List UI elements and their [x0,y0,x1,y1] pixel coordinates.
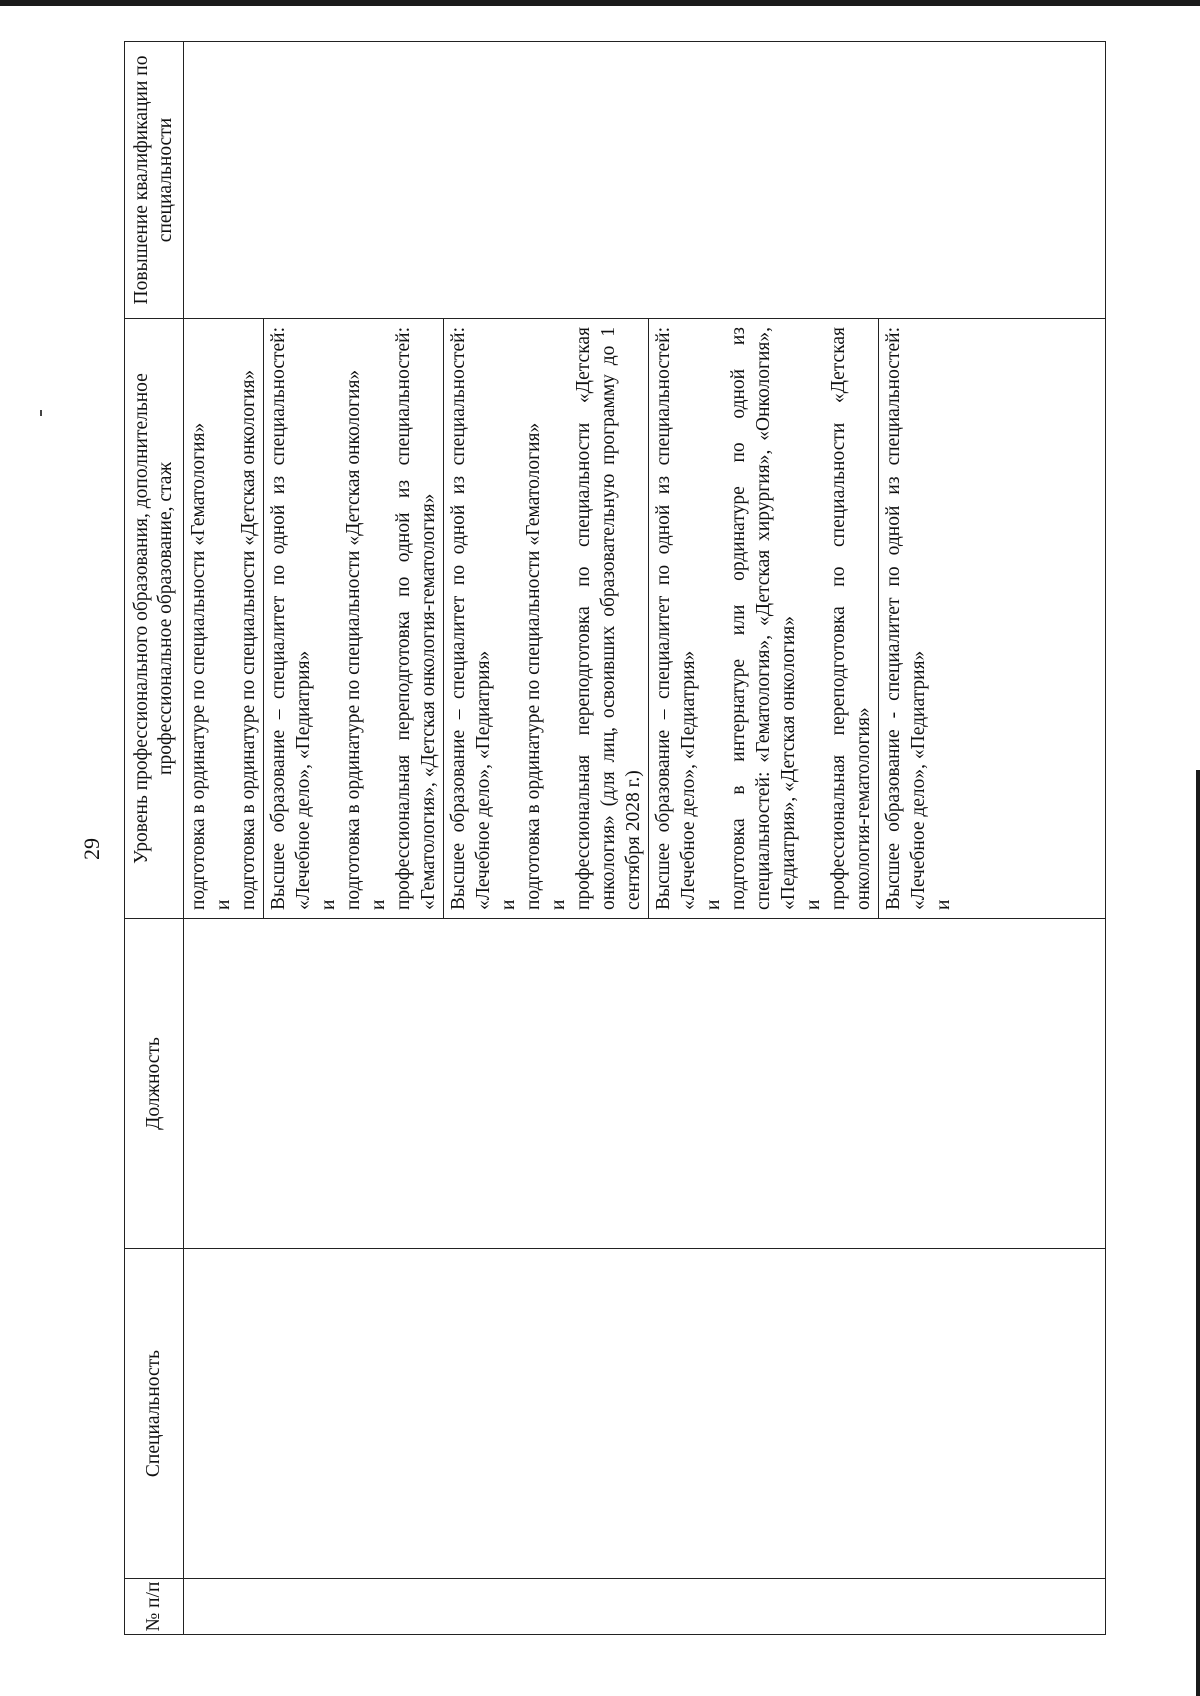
header-qualification [125,42,184,319]
header-level [125,319,184,919]
conjunction-and: и [213,899,234,910]
header-num-label: № п/п [143,1581,164,1632]
requirement-paragraph: подготовка в интернатуре или ординатуре по одной из специальностей: «Гематология», «Детская хирургия», «Онкология», «Педиатрия», «Детская онкология» [728,327,799,910]
scan-artifact [40,410,42,416]
header-level-label: Уровень профессионального образования, дополнительное профессиональное образование, стаж [131,373,176,864]
table-row [184,42,1106,1635]
conjunction-and: и [548,899,569,910]
requirement-block [649,319,879,918]
cell-num [184,1579,1106,1635]
cell-qualification [184,42,1106,319]
scan-edge-right [1196,770,1200,1696]
header-position-label: Должность [143,1037,164,1130]
rotated-page-content [124,42,1106,1635]
header-specialty [125,1249,184,1579]
header-position [125,919,184,1249]
qualification-table [124,41,1106,1635]
requirement-paragraph: подготовка в ординатуре по специальности «Гематология» [523,422,544,910]
conjunction-and: и [368,899,389,910]
requirement-paragraph: профессиональная переподготовка по одной из специальностей: «Гематология», «Детская онкология-гематология» [393,327,439,910]
requirement-block [879,319,958,918]
conjunction-and: и [703,899,724,910]
header-specialty-label: Специальность [143,1349,164,1478]
header-qualification-label: Повышение квалификации по специальности [131,55,176,305]
requirement-block [264,319,444,918]
requirement-paragraph: Высшее образование – специалитет по одной из специальностей: «Лечебное дело», «Педиатрия» [448,327,494,910]
conjunction-and: и [933,899,954,910]
requirement-paragraph: подготовка в ординатуре по специальности «Детская онкология» [343,369,364,910]
requirement-paragraph: профессиональная переподготовка по специальности «Детская онкология-гематология» [828,327,874,910]
conjunction-and: и [318,899,339,910]
requirement-paragraph: подготовка в ординатуре по специальности «Гематология» [188,422,209,910]
cell-specialty [184,1249,1106,1579]
cell-level [184,319,1106,919]
requirement-paragraph: Высшее образование - специалитет по одной из специальностей: «Лечебное дело», «Педиатрия» [883,327,929,910]
requirement-paragraph: Высшее образование – специалитет по одной из специальностей: «Лечебное дело», «Педиатрия» [268,327,314,910]
requirement-paragraph: подготовка в ординатуре по специальности «Детская онкология» [238,369,259,910]
table-header-row [125,42,184,1635]
requirement-block [444,319,649,918]
conjunction-and: и [498,899,519,910]
cell-position [184,919,1106,1249]
scan-edge-top [0,0,1200,6]
requirement-block [184,319,264,918]
requirement-paragraph: профессиональная переподготовка по специальности «Детская онкология» (для лиц, освоивших образовательную программу до 1 сентября 2028 г.) [573,327,644,910]
level-blocks [184,319,958,918]
page-number: 29 [79,838,104,860]
conjunction-and: и [803,899,824,910]
header-num [125,1579,184,1635]
requirement-paragraph: Высшее образование – специалитет по одной из специальностей: «Лечебное дело», «Педиатрия» [653,327,699,910]
